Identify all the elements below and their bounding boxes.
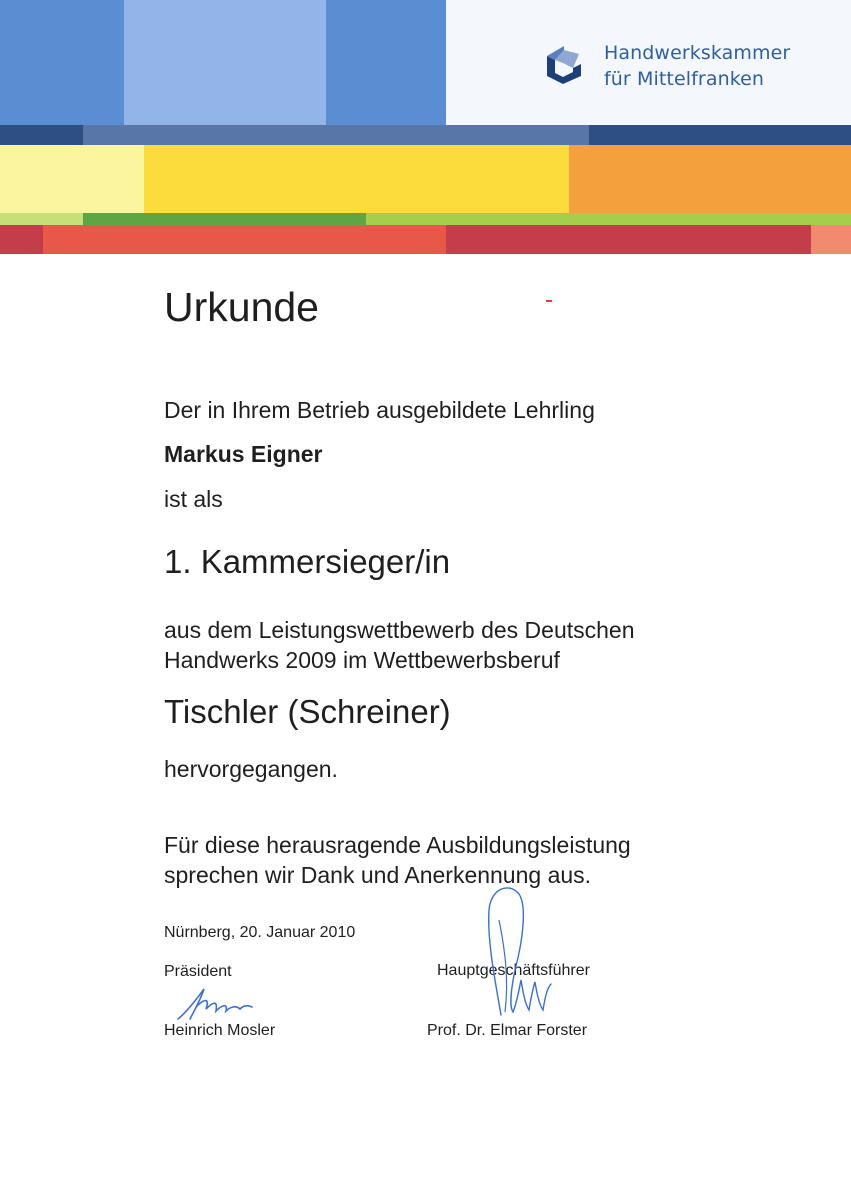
organization-name-line2: für Mittelfranken — [604, 68, 765, 90]
hwk-cube-logo-icon — [543, 44, 585, 86]
organization-name-line1: Handwerkskammer — [604, 42, 791, 64]
hervorgegangen-text: hervorgegangen. — [164, 756, 338, 782]
recipient-name: Markus Eigner — [164, 441, 323, 467]
decorative-mark — [546, 300, 552, 302]
award-rank: 1. Kammersieger/in — [164, 543, 451, 580]
header-band-yellow — [0, 145, 851, 213]
president-signature — [170, 985, 260, 1025]
certificate-title: Urkunde — [164, 284, 319, 330]
header-band-green — [0, 213, 851, 225]
intro-text: Der in Ihrem Betrieb ausgebildete Lehrling — [164, 397, 595, 423]
ist-als-text: ist als — [164, 486, 223, 512]
thanks-line-1: Für diese herausragende Ausbildungsleistung — [164, 832, 631, 858]
managing-director-signature — [465, 880, 565, 1020]
header-band-navy — [0, 125, 851, 145]
left-signer-role: Präsident — [164, 963, 232, 980]
organization-name — [604, 40, 790, 92]
description-line-2: Handwerks 2009 im Wettbewerbsberuf — [164, 647, 560, 673]
competition-description — [164, 615, 635, 675]
trade-name: Tischler (Schreiner) — [164, 693, 451, 730]
place-date: Nürnberg, 20. Januar 2010 — [164, 924, 356, 941]
right-signer-role: Hauptgeschäftsführer — [437, 962, 590, 979]
left-signer-name: Heinrich Mosler — [164, 1022, 276, 1039]
thanks-line-2: sprechen wir Dank und Anerkennung aus. — [164, 862, 592, 888]
header-band-red — [0, 225, 851, 254]
description-line-1: aus dem Leistungswettbewerb des Deutschen — [164, 617, 635, 643]
right-signer-name: Prof. Dr. Elmar Forster — [427, 1022, 588, 1039]
